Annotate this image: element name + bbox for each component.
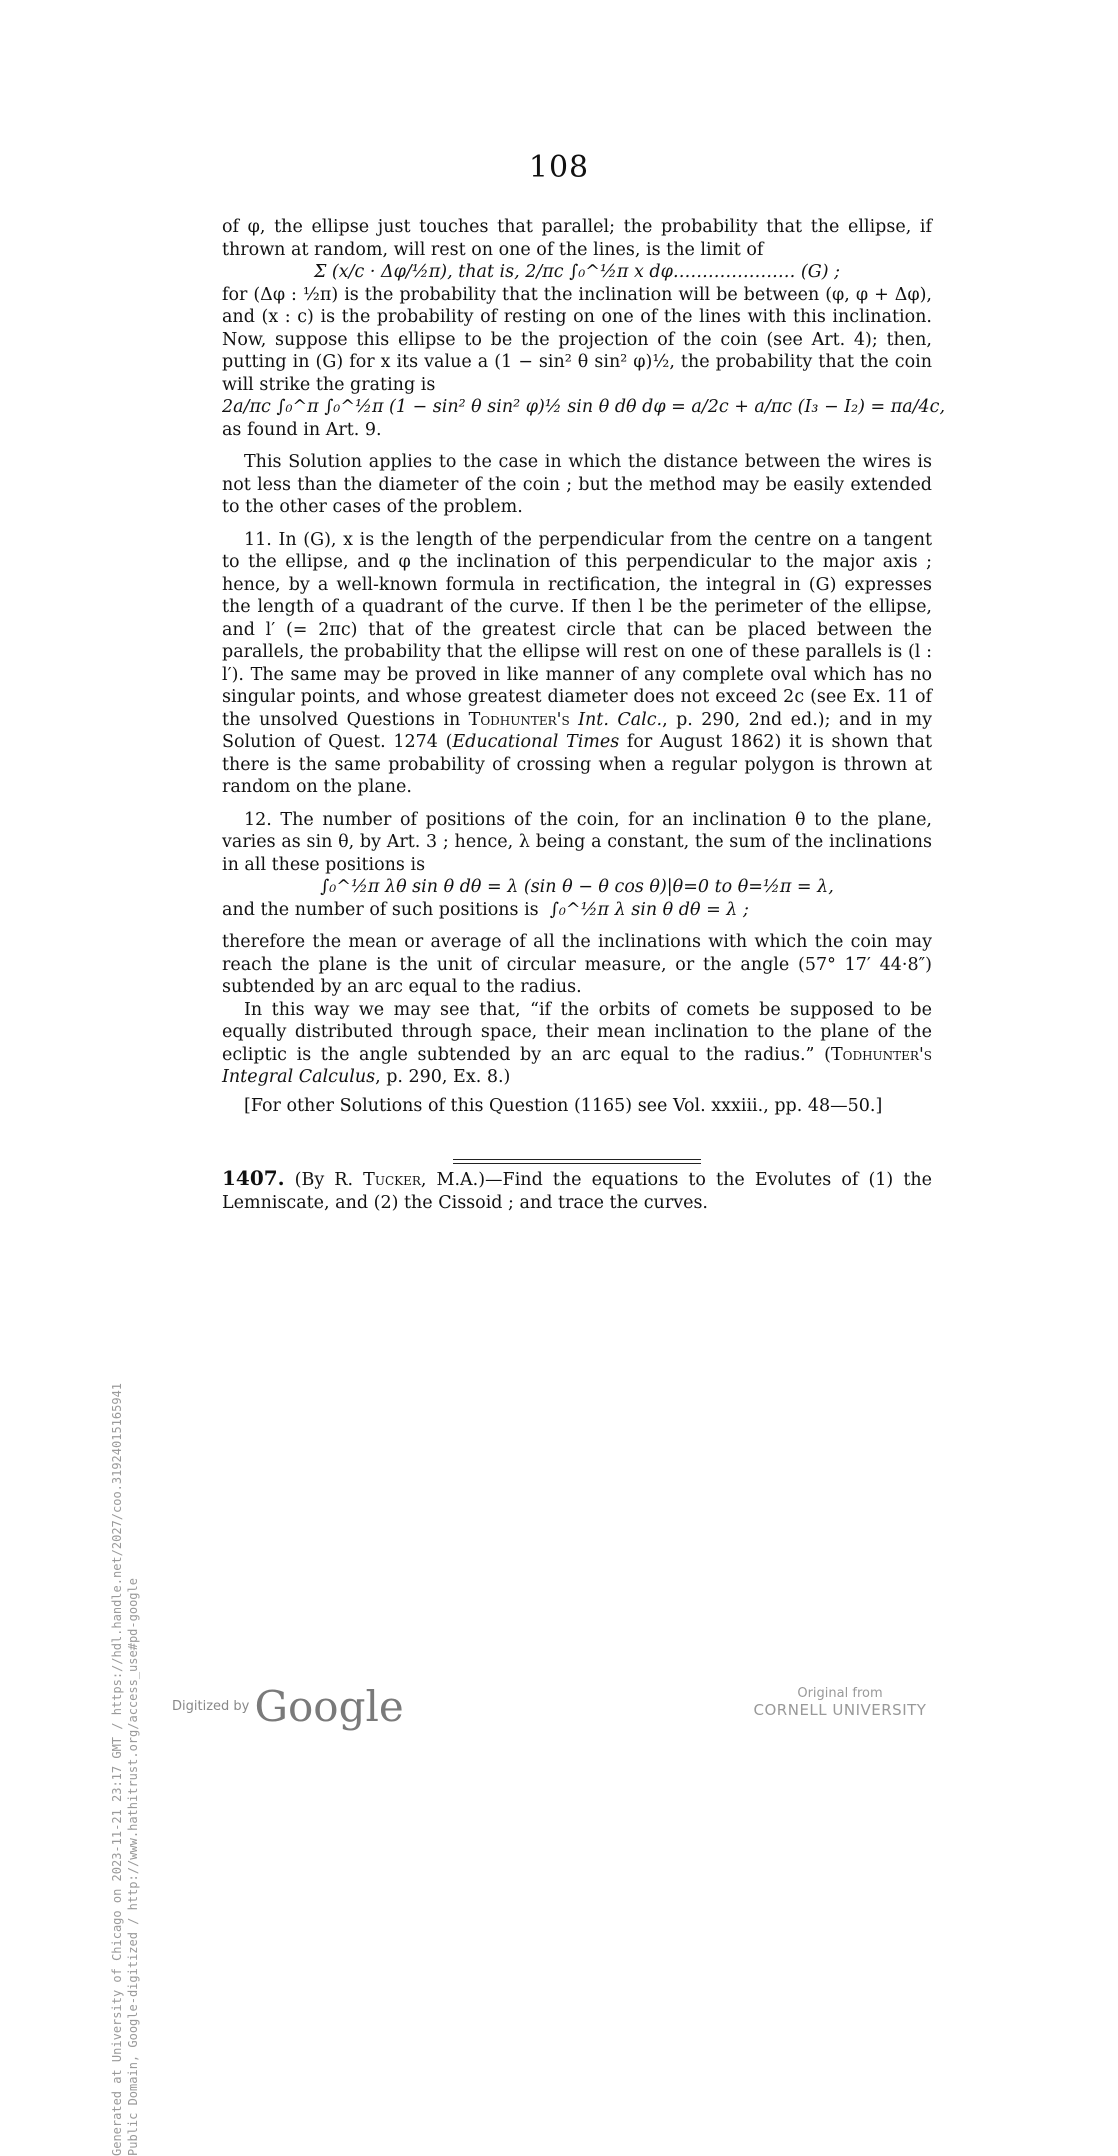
original-from [740,1686,940,1719]
paragraph-11 [222,529,932,799]
equation-g: Σ (x/c · Δφ/½π), that is, 2/πc ∫₀^½π x dφ………………… (G) ; [313,262,841,282]
original-from-label: Original from [797,1686,883,1701]
equation-strike-probability: 2a/πc ∫₀^π ∫₀^½π (1 − sin² θ sin² φ)½ sin θ dθ dφ = a/2c + a/πc (I₃ − I₂) = πa/4c, [222,397,946,417]
paragraph-continuation: of φ, the ellipse just touches that parallel; the probability that the ellipse, if thrown at random, will rest on one of the lines, is the limit of [222,217,932,260]
digitized-by-label: Digitized by [172,1699,250,1714]
question-author: Tucker [363,1170,421,1190]
paragraph-11-end: for August 1862) it is shown that there is the same probability of crossing when a regular polygon is thrown at random on the plane. [222,732,932,797]
comets-start: In this way we may see that, “if the orbits of comets be supposed to be equally distributed through space, their mean inclination to the plane of the ecliptic is the angle subtended by an arc equal to the radius.” ( [222,999,932,1065]
digitized-by-google [172,1682,404,1731]
equation-number-positions: ∫₀^½π λ sin θ dθ = λ ; [549,899,749,920]
comets-end: , p. 290, Ex. 8.) [375,1067,511,1087]
question-byline-end: , M.A.)—Find the equations to the Evolutes of (1) the Lemniscate, and (2) the Cissoid ; and trace the curves. [222,1170,932,1213]
int-calc-title: Int. Calc. [578,709,663,730]
paragraph-as-found: as found in Art. 9. [222,419,382,440]
paragraph-mean-inclination: therefore the mean or average of all the inclinations with which the coin may reach the plane is the unit of circular measure, or the angle (57° 17′ 44·8″) subtended by an arc equal to the radius. [222,932,932,997]
paragraph-other-solutions: [For other Solutions of this Question (1165) see Vol. xxxiii., pp. 48—50.] [244,1095,883,1116]
todhunter-name: Todhunter's [468,709,570,730]
question-byline-start: (By R. [294,1170,364,1190]
paragraph-11-start: 11. In (G), x is the length of the perpendicular from the centre on a tangent to the ellipse, and φ the inclination of this perpendicular to the major axis ; hence, by a well-known formula in rectification, the integral in (G) expresses the length of a quadrant of the curve. If then l be the perimeter of the ellipse, and l′ (= 2πc) that of the greatest circle that can be placed between the parallels, the probability that the ellipse will rest on one of these parallels is (l : l′). The same may be proved in like manner of any complete oval which has no singular points, and whose greatest diameter does not exceed 2c (see Ex. 11 of the unsolved Questions in [222,529,932,730]
question-number: 1407. [222,1166,285,1190]
paragraph-12: 12. The number of positions of the coin, for an inclination θ to the plane, varies as sin θ, by Art. 3 ; hence, λ being a constant, the sum of the inclinations in all these positions is [222,809,932,875]
side-watermark [109,436,141,2156]
paragraph-solution-applies: This Solution applies to the case in which the distance between the wires is not less than the diameter of the coin ; but the method may be easily extended to the other cases of the problem. [222,452,932,517]
educational-times-title: Educational Times [452,732,620,752]
paragraph-number-positions [222,899,932,922]
question-1407 [222,1167,932,1214]
paragraph-11-mid: , p. 290, 2nd ed.); and in my Solution of Quest. 1274 ( [222,709,932,752]
side-watermark-line-2: Public Domain, Google-digitized / http://www.hathitrust.org/access_use#pd-google [126,1578,140,2156]
cornell-university: CORNELL UNIVERSITY [753,1701,927,1719]
equation-sum-inclinations: ∫₀^½π λθ sin θ dθ = λ (sin θ − θ cos θ)|θ=0 to θ=½π = λ, [320,877,834,897]
todhunter-name-2: Todhunter's [830,1044,932,1065]
paragraph-comets [222,999,932,1089]
side-watermark-line-1: Generated at University of Chicago on 2023-11-21 23:17 GMT / https://hdl.handle.net/2027/coo.31924015165941 [110,1382,124,2156]
double-rule-divider [453,1159,701,1164]
google-logo: Google [254,1682,404,1731]
number-positions-lead: and the number of such positions is [222,899,539,920]
paragraph-probability: for (Δφ : ½π) is the probability that the inclination will be between (φ, φ + Δφ), and (x : c) is the probability of resting on one of the lines with this inclination. Now, suppose this ellipse to be the projection of the coin (see Art. 4); then, putting in (G) for x its value a (1 − sin² θ sin² φ)½, the probability that the coin will strike the grating is [222,284,932,395]
page-number: 108 [528,150,590,185]
integral-calculus-title: Integral Calculus [222,1067,376,1087]
page-body [222,216,946,1214]
